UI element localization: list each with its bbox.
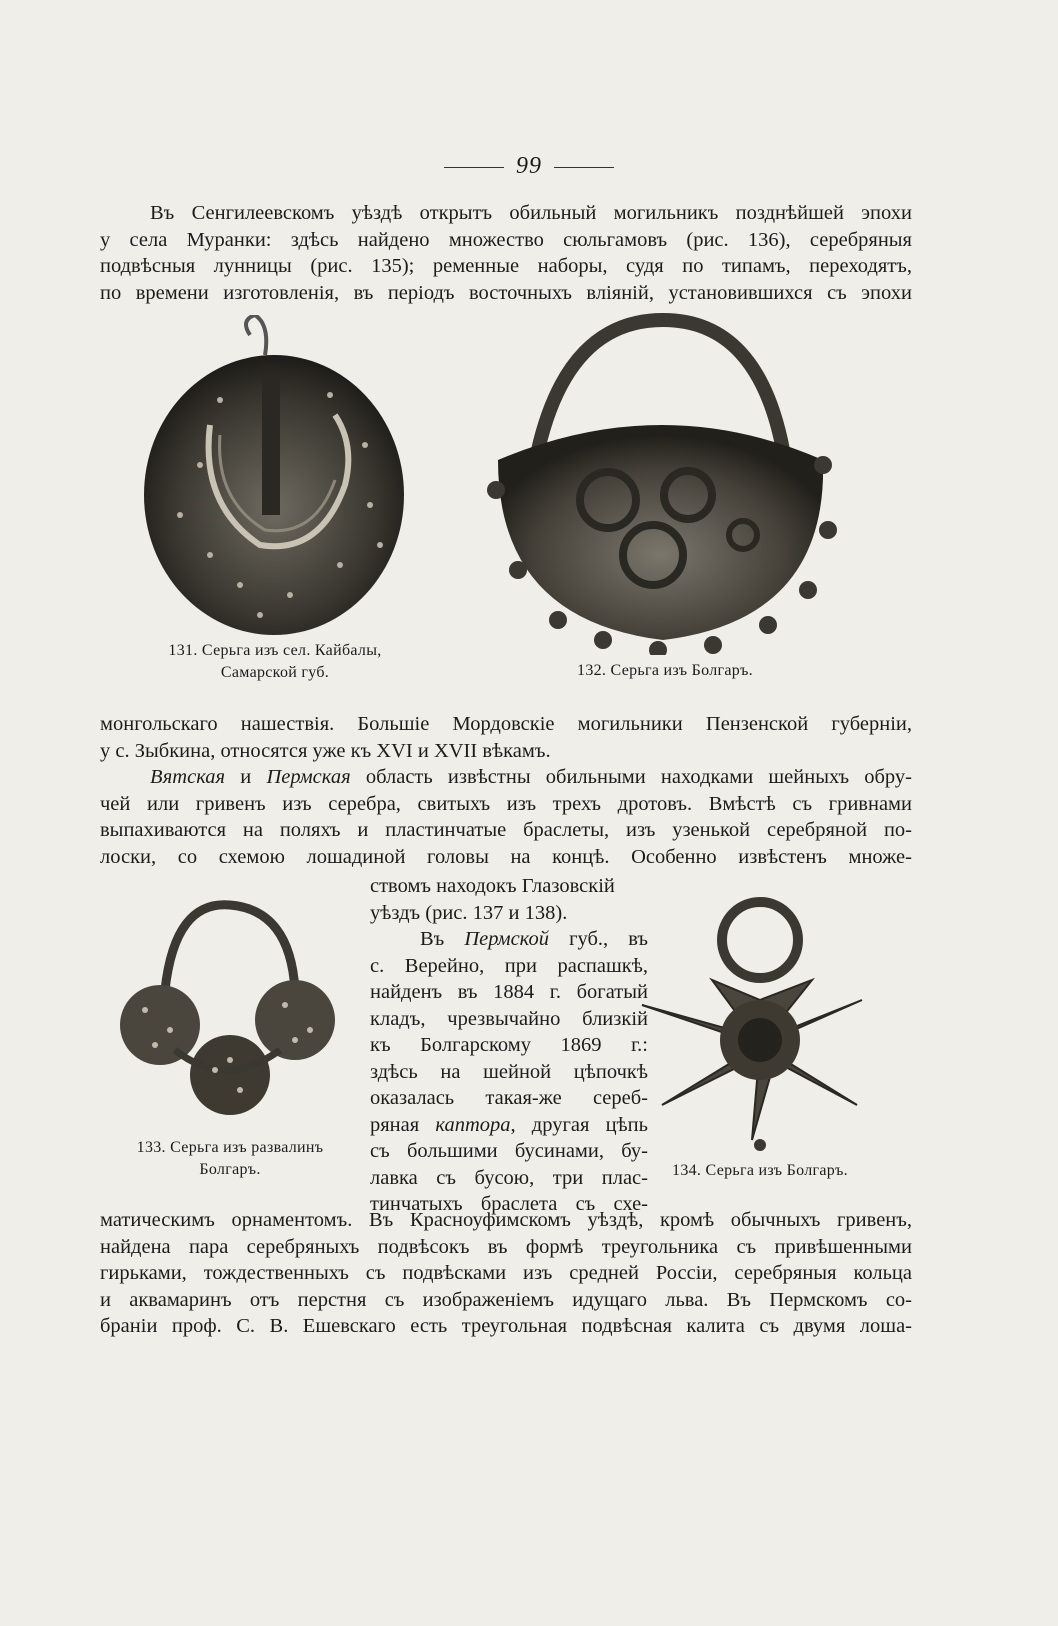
earring-131-image <box>140 315 412 640</box>
figure-134-caption: 134. Серьга изъ Болгаръ. <box>672 1162 848 1179</box>
text-line: ряная каптора, другая цѣпь <box>370 1113 648 1136</box>
text-line: гирьками, тождественныхъ съ подвѣсками изъ средней Россіи, серебряныя кольца <box>100 1262 912 1284</box>
text-line: монгольскаго нашествія. Большіе Мордовскіе могильники Пензенской губерніи, <box>100 713 912 735</box>
earring-134-image <box>632 890 868 1152</box>
text-line: лоски, со схемою лошадиной головы на концѣ. Особенно извѣстенъ множе- <box>100 845 912 868</box>
earring-133-image <box>115 890 343 1130</box>
earring-132-image <box>478 310 843 655</box>
text-line: съ большими бусинами, бу- <box>370 1140 648 1162</box>
text-line: найденъ въ 1884 г. богатый <box>370 981 648 1003</box>
text-line: матическимъ орнаментомъ. Въ Красноуфимскомъ уѣздѣ, кромѣ обычныхъ гривенъ, <box>100 1209 912 1231</box>
page-number: 99 <box>0 153 1058 180</box>
wrapped-text-column <box>370 873 648 1218</box>
figure-132-caption: 132. Серьга изъ Болгаръ. <box>577 662 753 679</box>
text-line: Вятская и Пермская область извѣстны обильными находками шейныхъ обру- <box>150 766 912 788</box>
paragraph-4 <box>100 1207 912 1340</box>
text-line: оказалась такая-же сереб- <box>370 1087 648 1109</box>
text-line: тинчатыхъ браслета съ схе- <box>370 1193 648 1215</box>
text-line: у села Муранки: здѣсь найдено множество сюльгамовъ (рис. 136), серебряныя <box>100 228 912 251</box>
paragraph-3 <box>100 764 912 870</box>
text-line: кладъ, чрезвычайно близкій <box>370 1007 648 1030</box>
text-line: Въ Сенгилеевскомъ уѣздѣ открытъ обильный могильникъ позднѣйшей эпохи <box>150 202 912 224</box>
text-line: уѣздъ (рис. 137 и 138). <box>370 901 568 924</box>
text-line: найдена пара серебряныхъ подвѣсокъ въ формѣ треугольника съ привѣшенными <box>100 1235 912 1258</box>
text-line: здѣсь на шейной цѣпочкѣ <box>370 1060 648 1083</box>
text-line: Въ Пермской губ., въ <box>420 928 648 950</box>
text-line: лавка съ бусою, три плас- <box>370 1166 648 1189</box>
figure-131-caption: 131. Серьга изъ сел. Кайбалы, Самарской губ. <box>168 642 382 681</box>
text-line: подвѣсныя лунницы (рис. 135); ременные наборы, судя по типамъ, переходятъ, <box>100 255 912 277</box>
text-line: чей или гривенъ изъ серебра, свитыхъ изъ трехъ дротовъ. Вмѣстѣ съ гривнами <box>100 792 912 815</box>
paragraph-2 <box>100 711 912 764</box>
text-line: къ Болгарскому 1869 г.: <box>370 1034 648 1056</box>
text-line: выпахиваются на поляхъ и пластинчатые браслеты, изъ узенькой серебряной по- <box>100 819 912 841</box>
text-line: и аквамаринъ отъ перстня съ изображеніемъ идущаго льва. Въ Пермскомъ со- <box>100 1288 912 1311</box>
paragraph-1 <box>100 200 912 306</box>
text-line: браніи проф. С. В. Ешевскаго есть треугольная подвѣсная калита съ двумя лоша- <box>100 1315 912 1337</box>
text-line: ствомъ находокъ Глазовскій <box>370 875 615 897</box>
text-line: с. Верейно, при распашкѣ, <box>370 954 648 977</box>
figure-133-caption: 133. Серьга изъ развалинъ Болгаръ. <box>136 1139 324 1178</box>
text-line: у с. Зыбкина, относятся уже къ XVI и XVII вѣкамъ. <box>100 739 551 762</box>
text-line: по времени изготовленія, въ періодъ восточныхъ вліяній, установившихся съ эпохи <box>100 281 912 304</box>
